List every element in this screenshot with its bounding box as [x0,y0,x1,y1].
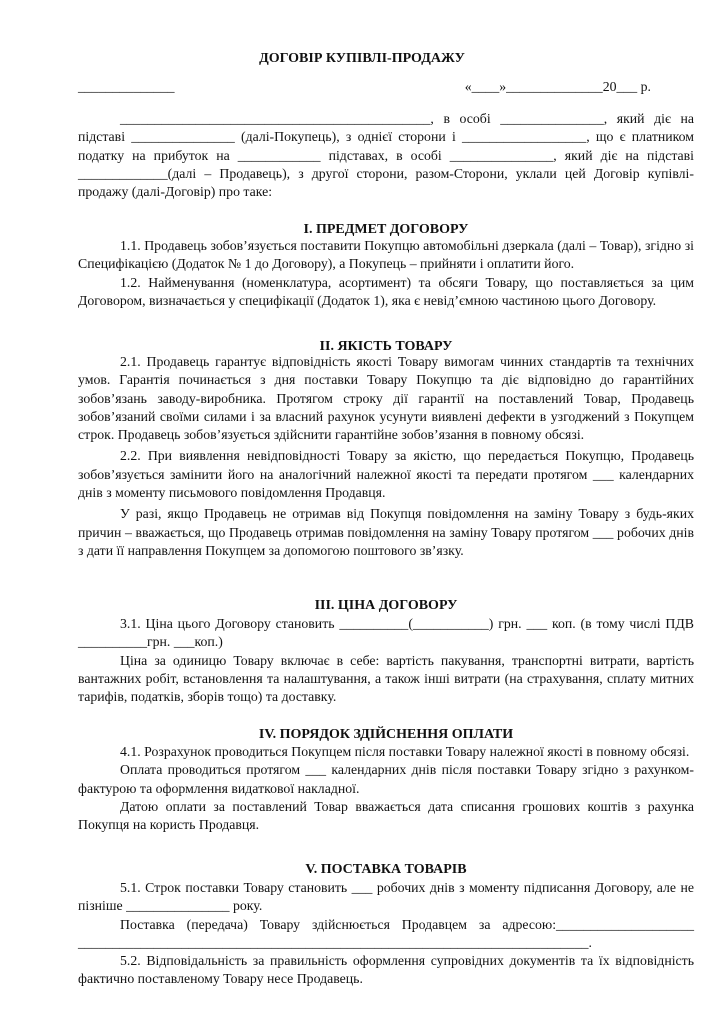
section-heading: ІІ. ЯКІСТЬ ТОВАРУ [319,339,453,354]
clause-2-2-note: У разі, якщо Продавець не отримав від Покупця повідомлення на заміну Товару з будь-яких причин – вважається, що Продавець отримав повідомлення на заміну Товару протягом ___ робочих днів з дати її направлення Покупцем за допомогою поштового зв’язку. [78,506,694,558]
section-5 [78,879,694,989]
section-2 [78,353,694,560]
clause-2-1: 2.1. Продавець гарантує відповідність якості Товару вимогам чинних стандартів та технічних умов. Гарантія починається з дня поставки Товару Покупцю та діє відповідно до гарантійних зобов’язань заводу-виробника. Протягом строку дії гарантії на поставлений Товар, Продавець зобов’язаний своїми силами і за власний рахунок усунути виявлені дефекти в узгоджений з Покупцем строк. Продавець зобов’язується здійснити гарантійне зобов’язання в повному обсязі. [78,354,694,443]
clause-1-2: 1.2. Найменування (номенклатура, асортимент) та обсяги Товару, що поставляється за цим Договором, визначається у специфікації (Додаток 1), яка є невід’ємною частиною цього Договору. [78,274,694,308]
preamble-paragraph: _____________________________________________, в особі _______________, який діє на підставі _______________ (далі-Покупець), з однієї сторони і __________________, що є платником податку на прибуток на ____________ підставах, в особі _______________, який діє на підставі _____________(далі – Продавець), з другої сторони, разом-Сторони, уклали цей Договір купівлі-продажу (далі-Договір) про таке: [78,111,694,200]
section-4 [78,743,694,834]
preamble [78,110,694,201]
clause-3-1: 3.1. Ціна цього Договору становить __________(___________) грн. ___ коп. (в тому числі ПДВ __________грн. ___коп.) [78,616,694,650]
section-3 [78,615,694,706]
section-5-heading-wrap [78,861,694,879]
place-blank: ______________ [78,79,175,94]
clause-4-1-payment-date: Датою оплати за поставлений Товар вважається дата списання грошових коштів з рахунка Покупця на користь Продавця. [78,798,694,833]
section-heading: ІV. ПОРЯДОК ЗДІЙСНЕННЯ ОПЛАТИ [258,727,514,742]
clause-5-1-address: Поставка (передача) Товару здійснюється Продавцем за адресою:____________________ __________________________________________________________________________. [78,916,694,950]
date-blank: «____»______________20___ р. [464,79,651,94]
clause-5-1: 5.1. Строк поставки Товару становить ___ робочих днів з моменту підписання Договору, але не пізніше _______________ року. [78,880,694,914]
clause-3-1-price-note: Ціна за одиницю Товару включає в себе: вартість пакування, транспортні витрати, вартість вантажних робіт, встановлення та налаштування, а також інші витрати (на страхування, сплату митних тарифів, податків, зборів тощо) та доставку. [78,652,694,705]
clause-2-2: 2.2. При виявлення невідповідності Товару за якістю, що передається Покупцю, Продавець зобов’язується замінити його на аналогічний належної якості та передати протягом ___ календарних днів з моменту письмового повідомлення Продавця. [78,448,694,501]
section-heading: ІІІ. ЦІНА ДОГОВОРУ [314,598,458,613]
clause-4-1-payment-term: Оплата проводиться протягом ___ календарних днів після поставки Товару згідно з рахунком-фактурою та оформлення видаткової накладної. [78,762,694,796]
clause-5-2: 5.2. Відповідальність за правильність оформлення супровідних документів та їх відповідність фактично поставленому Товару несе Продавець. [78,953,694,987]
section-heading: І. ПРЕДМЕТ ДОГОВОРУ [303,222,469,237]
section-4-heading-wrap [78,726,694,744]
document-title: ДОГОВІР КУПІВЛІ-ПРОДАЖУ [259,51,465,66]
section-1 [78,237,694,310]
clause-1-1: 1.1. Продавець зобов’язується поставити Покупцю автомобільні дзеркала (далі – Товар), згідно зі Специфікацією (Додаток № 1 до Договору), а Покупець – прийняти і оплатити його. [78,238,694,272]
section-heading: V. ПОСТАВКА ТОВАРІВ [305,862,467,877]
clause-4-1: 4.1. Розрахунок проводиться Покупцем після поставки Товару належної якості в повному обсязі. [120,744,690,759]
section-3-heading-wrap [78,597,694,615]
